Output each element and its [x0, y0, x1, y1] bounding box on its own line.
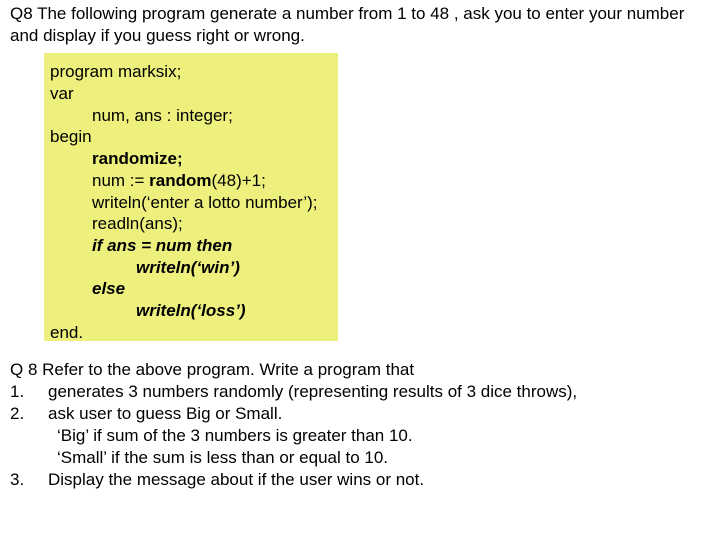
code-line-if: if ans = num then [92, 236, 233, 255]
code-line-declaration: num, ans : integer; [92, 106, 233, 125]
list-item-text: Display the message about if the user wins or not. [48, 470, 425, 489]
list-item-number: 3. [10, 470, 25, 489]
list-item [10, 403, 715, 425]
code-line-program: program marksix; [50, 62, 182, 81]
task-intro [10, 359, 715, 381]
code-random-keyword: random [149, 171, 212, 190]
code-assign-suffix: (48)+1; [211, 171, 266, 190]
task-list [10, 359, 715, 491]
list-item [10, 469, 715, 491]
list-item-number: 2. [10, 404, 25, 423]
code-listing-box [44, 53, 338, 341]
list-item [10, 425, 715, 447]
code-line-end: end. [50, 323, 84, 342]
list-item-number: 1. [10, 382, 25, 401]
code-line-writeln-loss: writeln(‘loss’) [136, 301, 246, 320]
code-assign-prefix: num := [92, 171, 150, 190]
code-line-randomize: randomize; [92, 149, 183, 168]
list-item-text: ask user to guess Big or Small. [48, 404, 283, 423]
code-line-else: else [92, 279, 126, 298]
code-line-writeln-prompt: writeln(‘enter a lotto number’); [92, 193, 318, 212]
code-line-assign [92, 170, 266, 192]
list-item-text: ‘Small’ if the sum is less than or equal to 10. [57, 448, 389, 467]
list-item-text: generates 3 numbers randomly (representing results of 3 dice throws), [48, 382, 578, 401]
list-item-text: ‘Big’ if sum of the 3 numbers is greater than 10. [57, 426, 413, 445]
code-line-writeln-win: writeln(‘win’) [136, 258, 240, 277]
code-line-readln: readln(ans); [92, 214, 183, 233]
question-heading-line-2: and display if you guess right or wrong. [10, 26, 305, 45]
question-heading-line-1: Q8 The following program generate a number from 1 to 48 , ask you to enter your number [10, 4, 685, 23]
task-intro-text: Q 8 Refer to the above program. Write a program that [10, 360, 415, 379]
question-heading [10, 3, 720, 47]
code-line-begin: begin [50, 127, 92, 146]
list-item [10, 447, 715, 469]
code-line-var: var [50, 84, 74, 103]
list-item [10, 381, 715, 403]
